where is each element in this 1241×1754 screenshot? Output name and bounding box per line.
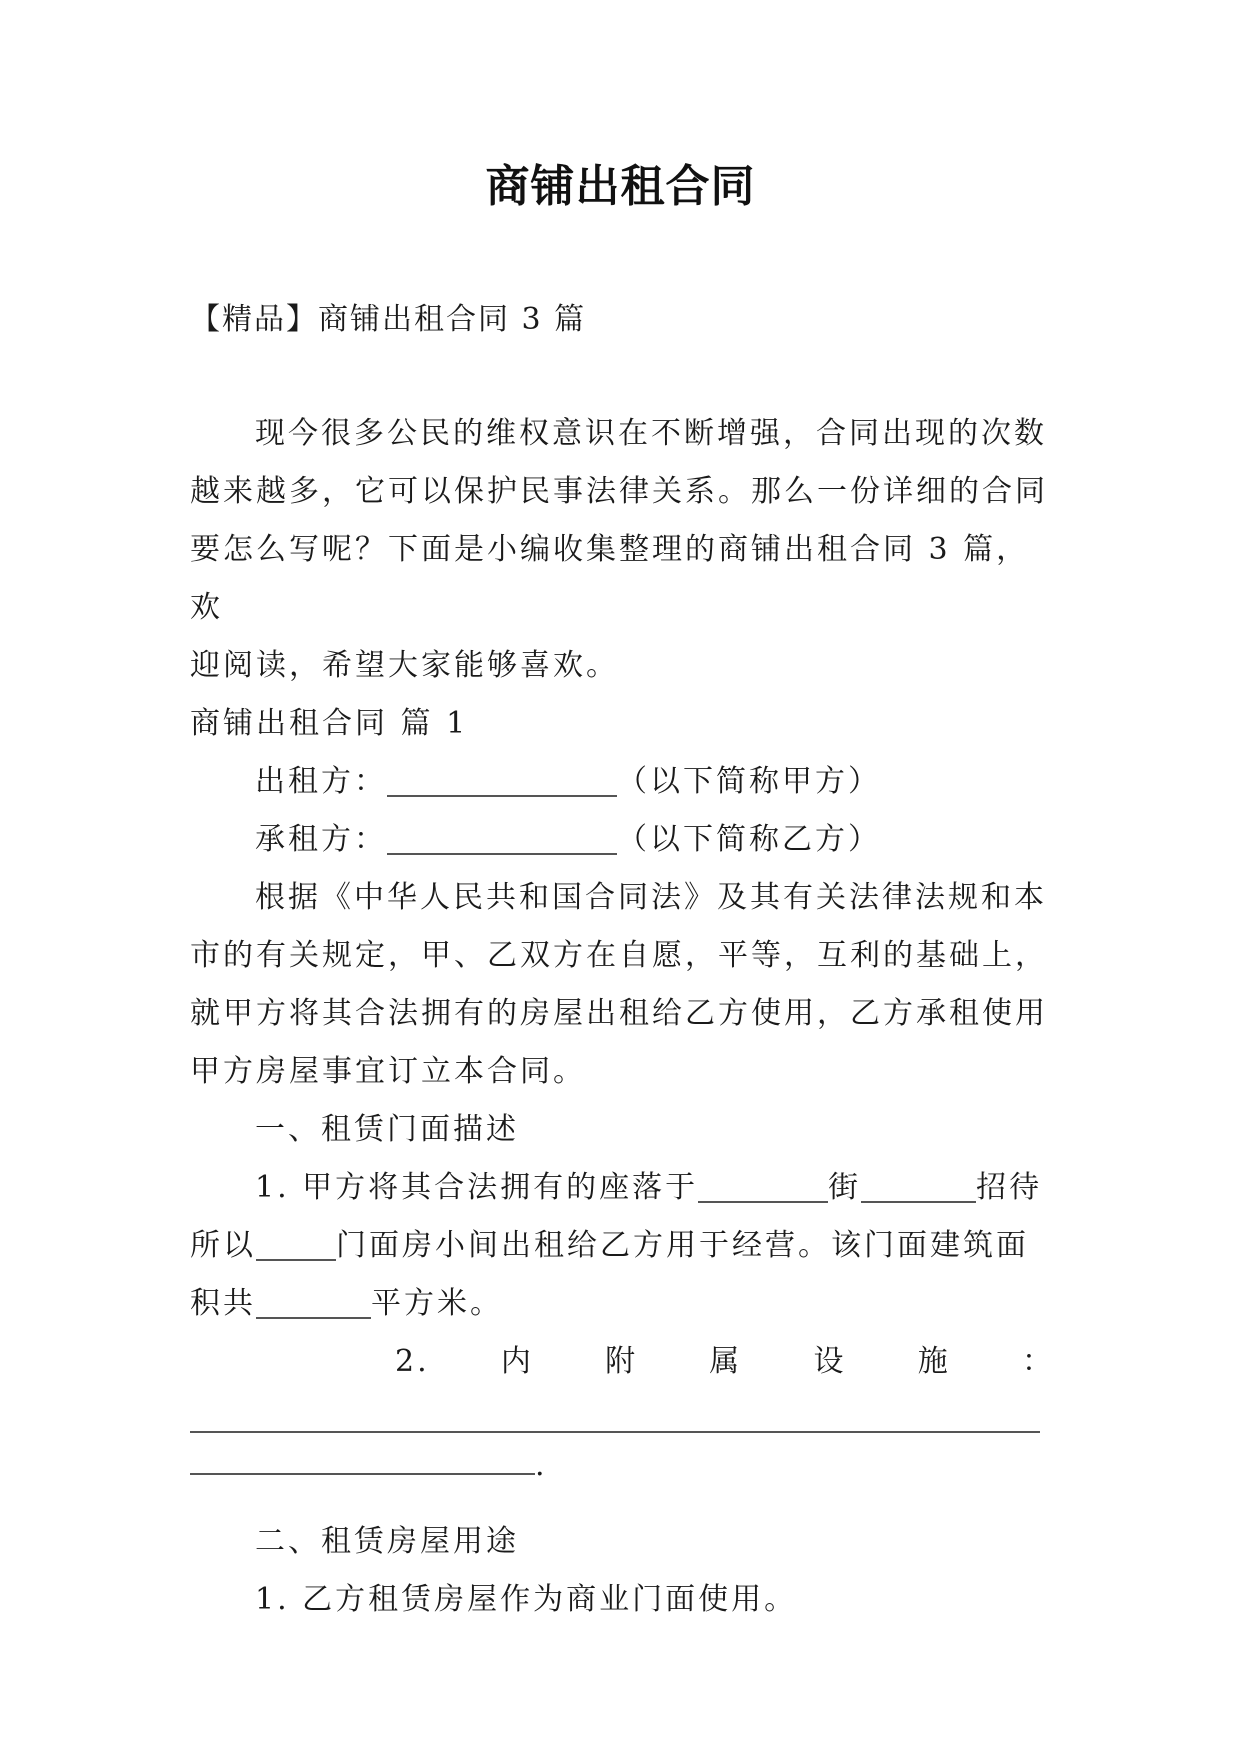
clause-1-item-1-text-d: 所以 [190,1228,256,1263]
intro-line-1: 现今很多公民的维权意识在不断增强，合同出现的次数 [255,416,1047,451]
clause-1-item-1-text-f: 积共 [190,1286,256,1321]
clause-2-heading: 二、租赁房屋用途 [255,1524,519,1559]
guesthouse-blank [861,1169,976,1203]
document-title: 商铺出租合同 [485,161,756,212]
spacer [190,1491,1055,1513]
clause-1-item-2-char: 内 [500,1344,534,1379]
basis-line-4: 甲方房屋事宜订立本合同。 [190,1054,586,1089]
clause-1-item-2-char: 施 [917,1344,951,1379]
clause-1-item-2-char: 属 [709,1344,743,1379]
room-count-blank [256,1227,336,1261]
lessee-blank [387,821,617,855]
clause-1-item-1-text-g: 平方米。 [371,1286,503,1321]
street-blank [698,1169,828,1203]
clause-1-item-2-char: 设 [813,1344,847,1379]
clause-1-item-2-char: 2. [395,1344,430,1379]
facilities-blank-line-2 [190,1433,535,1475]
clause-1-item-2-char: 附 [605,1344,639,1379]
facilities-blank-line-1 [190,1391,1040,1433]
lessor-label: 出租方： [255,764,387,799]
clause-1-item-2-char: ： [1021,1344,1055,1379]
clause-1-item-1-line-1 [190,1159,1055,1217]
clause-1-item-2-line [190,1333,1055,1391]
clause-2-item-1: 1. 乙方租赁房屋作为商业门面使用。 [255,1582,798,1617]
clause-1-item-1-text-c: 招待 [976,1170,1043,1205]
lessor-blank [387,763,617,797]
intro-line-3: 要怎么写呢？下面是小编收集整理的商铺出租合同 3 篇，欢 [190,532,1030,625]
basis-line-2: 市的有关规定，甲、乙双方在自愿，平等，互利的基础上， [190,938,1048,973]
clause-1-item-1-line-2 [190,1217,1055,1275]
lessor-line [190,753,1055,811]
facilities-blank-line-2-wrap [190,1433,1055,1491]
clause-1-item-1-text-e: 门面房小间出租给乙方用于经营。该门面建筑面 [336,1228,1029,1263]
clause-1-item-1-line-3 [190,1275,1055,1333]
lessee-line [190,811,1055,869]
area-blank [256,1285,371,1319]
clause-1-heading: 一、租赁门面描述 [255,1112,519,1147]
lessee-label: 承租方： [255,822,387,857]
intro-line-4: 迎阅读，希望大家能够喜欢。 [190,648,619,683]
document-body [190,405,1055,1629]
document-subtitle: 【精品】商铺出租合同 3 篇 [190,302,587,337]
basis-line-1: 根据《中华人民共和国合同法》及其有关法律法规和本 [255,880,1047,915]
intro-line-2: 越来越多，它可以保护民事法律关系。那么一份详细的合同 [190,474,1048,509]
lessor-suffix: （以下简称甲方） [617,764,881,799]
section-heading: 商铺出租合同 篇 1 [190,706,469,741]
basis-line-3: 就甲方将其合法拥有的房屋出租给乙方使用，乙方承租使用 [190,996,1048,1031]
clause-1-item-1-text-b: 街 [828,1170,862,1205]
lessee-suffix: （以下简称乙方） [617,822,881,857]
clause-1-item-1-text-a: 1. 甲方将其合法拥有的座落于 [255,1170,699,1205]
facilities-end-period: . [535,1448,548,1483]
